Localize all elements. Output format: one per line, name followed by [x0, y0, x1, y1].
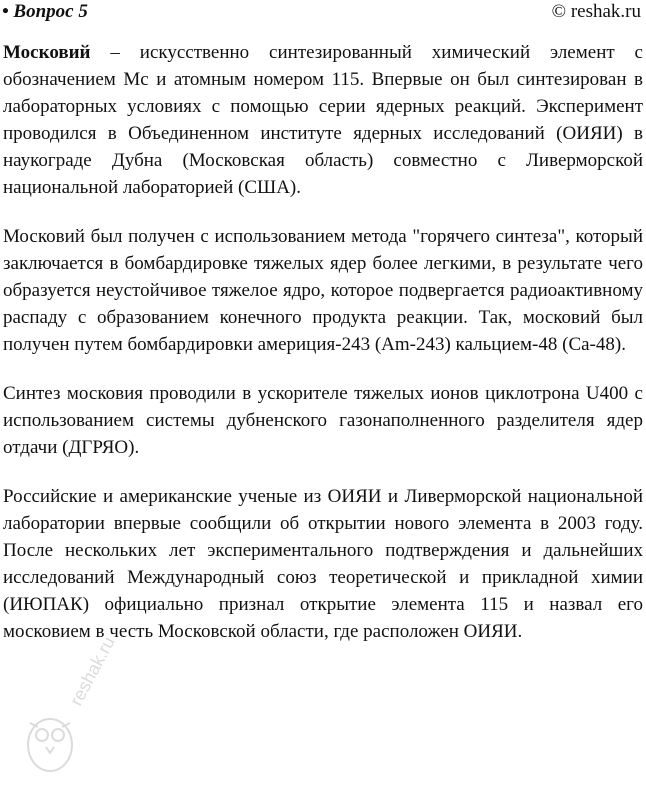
paragraph-1: [3, 39, 643, 201]
paragraph-4: Российские и американские ученые из ОИЯИ и Ливерморской национальной лаборатории впервые сообщили об открытии нового элемента в 2003 году. После нескольких лет экспериментального подтверждения и дальнейших исследований Международный союз теоретической и прикладной химии (ИЮПАК) официально признал открытие элемента 115 и назвал его московием в честь Московской области, где расположен ОИЯИ.: [3, 486, 643, 642]
watermark-owl-icon: [28, 719, 72, 771]
paragraph-2: Московий был получен с использованием метода "горячего синтеза", который заключается в бомбардировке тяжелых ядер более легкими, в результате чего образуется неустойчивое тяжелое ядро, которое подвергается радиоактивному распаду с образованием конечного продукта реакции. Так, московий был получен путем бомбардировки америция-243 (Am-243) кальцием-48 (Ca-48).: [3, 226, 643, 355]
watermark-text: reshak.ru: [65, 633, 119, 709]
question-title: • Вопрос 5: [2, 1, 88, 22]
page-header: [0, 0, 646, 26]
term-moscovium: Московий: [3, 42, 91, 63]
paragraph-3: Синтез московия проводили в ускорителе тяжелых ионов циклотрона U400 с использованием системы дубненского газонаполненного разделителя ядер отдачи (ДГРЯО).: [3, 383, 643, 458]
paragraph-1-text: – искусственно синтезированный химический элемент с обозначением Mc и атомным номером 115. Впервые он был синтезирован в лабораторных условиях с помощью серии ядерных реакций. Эксперимент проводился в Объединенном институте ядерных исследований (ОИЯИ) в наукограде Дубна (Московская область) совместно с Ливерморской национальной лабораторией (США).: [3, 42, 643, 198]
answer-text: [3, 39, 643, 645]
source-label: © reshak.ru: [551, 1, 641, 22]
